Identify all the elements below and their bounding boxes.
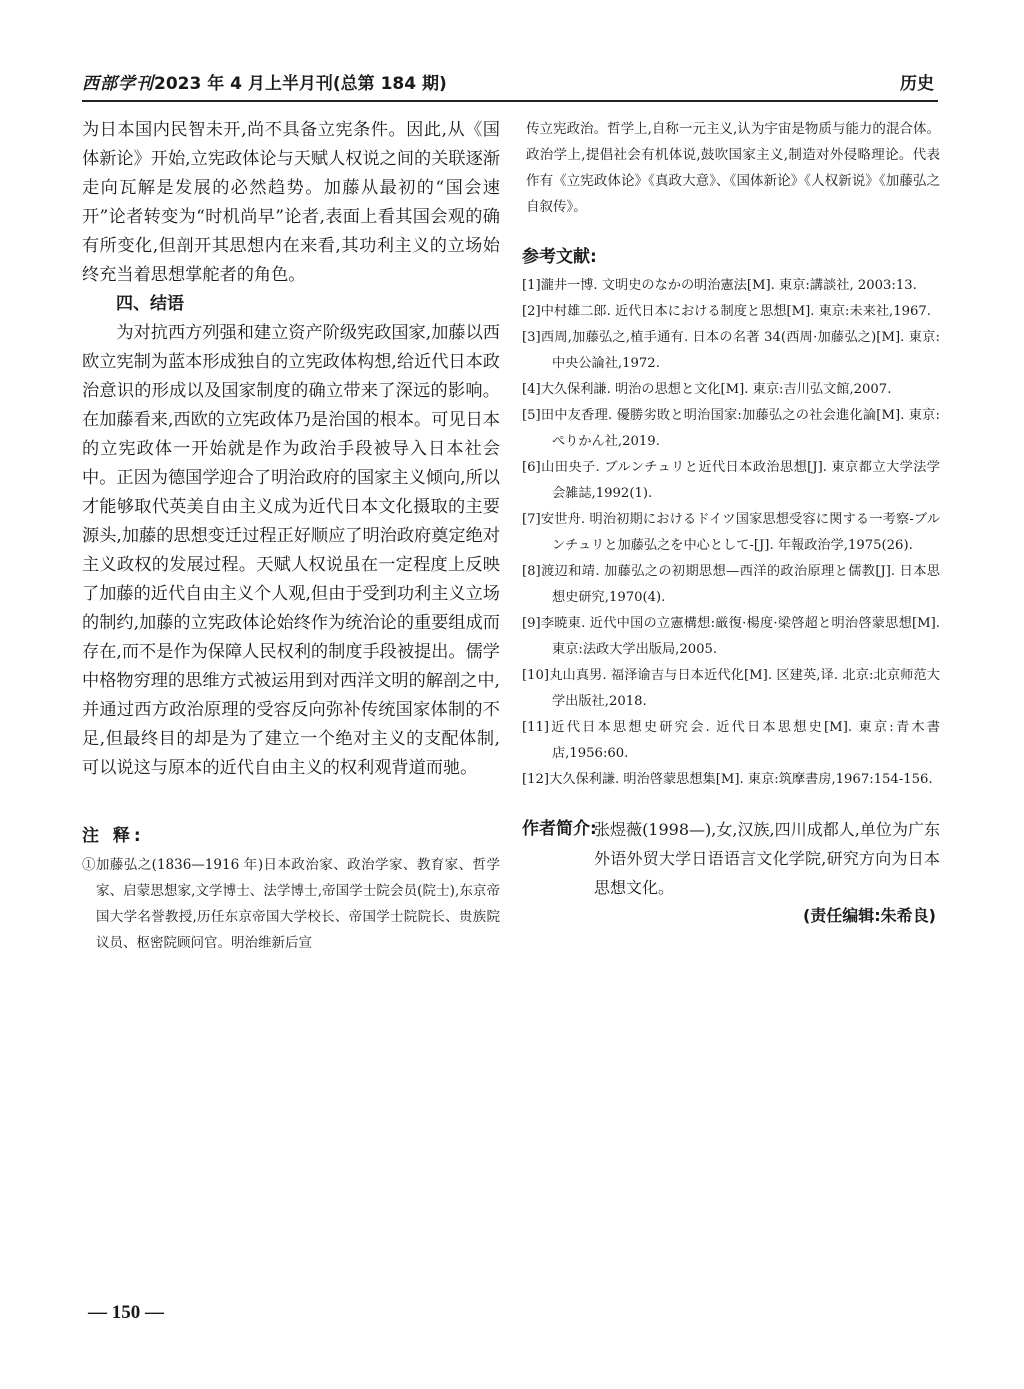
reference-item: [4]大久保利謙. 明治の思想と文化[M]. 東京:吉川弘文館,2007. <box>522 382 892 397</box>
right-column <box>522 116 940 930</box>
reference-item: [8]渡辺和靖. 加藤弘之の初期思想—西洋的政治原理と儒教[J]. 日本思想史研究,1970(4). <box>522 564 940 605</box>
reference-item: [2]中村雄二郎. 近代日本における制度と思想[M]. 東京:未来社,1967. <box>522 304 931 319</box>
reference-item: [3]西周,加藤弘之,植手通有. 日本の名著 34(西周·加藤弘之)[M]. 東京:中央公論社,1972. <box>522 330 940 371</box>
reference-item: [9]李暁東. 近代中国の立憲構想:厳復·楊度·梁啓超と明治啓蒙思想[M]. 東京:法政大学出版局,2005. <box>522 616 940 657</box>
author-bio-text: 张煜薇(1998—),女,汉族,四川成都人,单位为广东外语外贸大学日语语言文化学院,研究方向为日本思想文化。 <box>594 820 940 897</box>
reference-item: [1]瀧井一博. 文明史のなかの明治憲法[M]. 東京:講談社, 2003:13. <box>522 278 917 293</box>
conclusion-paragraph: 为对抗西方列强和建立资产阶级宪政国家,加藤以西欧立宪制为蓝本形成独自的立宪政体构想,给近代日本政治意识的形成以及国家制度的确立带来了深远的影响。在加藤看来,西欧的立宪政体乃是治国的根本。可见日本的立宪政体一开始就是作为政治手段被导入日本社会中。正因为德国学迎合了明治政府的国家主义倾向,所以才能够取代英美自由主义成为近代日本文化摄取的主要源头,加藤的思想变迁过程正好顺应了明治政府奠定绝对主义政权的发展过程。天赋人权说虽在一定程度上反映了加藤的近代自由主义个人观,但由于受到功利主义立场的制约,加藤的立宪政体论始终作为统治论的重要组成而存在,而不是作为保障人民权利的制度手段被提出。儒学中格物穷理的思维方式被运用到对西洋文明的解剖之中,并通过西方政治原理的受容反向弥补传统国家体制的不足,但最终目的却是为了建立一个绝对主义的支配体制,可以说这与原本的近代自由主义的权利观背道而驰。 <box>82 323 500 778</box>
issue-info: 2023 年 4 月上半月刊(总第 184 期) <box>154 74 447 94</box>
author-bio-label: 作者简介: <box>522 819 597 839</box>
page-number: — 150 — <box>88 1302 164 1323</box>
running-header <box>82 72 938 102</box>
reference-item: [6]山田央子. ブルンチュリと近代日本政治思想[J]. 東京都立大学法学会雑誌,1992(1). <box>522 460 940 501</box>
body-text <box>82 116 500 783</box>
references-list <box>522 273 940 793</box>
left-column <box>82 116 500 956</box>
journal-masthead <box>82 72 447 96</box>
section-heading: 四、结语 <box>116 294 184 314</box>
reference-item: [5]田中友香理. 優勝劣敗と明治国家:加藤弘之の社会進化論[M]. 東京:ぺりかん社,2019. <box>522 408 940 449</box>
paragraph-continued: 为日本国内民智未开,尚不具备立宪条件。因此,从《国体新论》开始,立宪政体论与天赋人权说之间的关联逐渐走向瓦解是发展的必然趋势。加藤从最初的“国会速开”论者转变为“时机尚早”论者,表面上看其国会观的确有所变化,但剖开其思想内在来看,其功利主义的立场始终充当着思想掌舵者的角色。 <box>82 120 500 285</box>
reference-item: [7]安世舟. 明治初期におけるドイツ国家思想受容に関する一考察-ブルンチュリと加藤弘之を中心として-[J]. 年報政治学,1975(26). <box>522 512 940 553</box>
responsible-editor: (责任编辑:朱希良) <box>802 906 936 925</box>
notes-title: 注 释: <box>82 826 145 846</box>
author-bio <box>522 815 940 902</box>
reference-item: [11]近代日本思想史研究会. 近代日本思想史[M]. 東京:青木書店,1956:60. <box>522 720 940 761</box>
section-label: 历史 <box>900 74 934 94</box>
reference-item: [12]大久保利謙. 明治啓蒙思想集[M]. 東京:筑摩書房,1967:154-156. <box>522 772 933 787</box>
reference-item: [10]丸山真男. 福泽谕吉与日本近代化[M]. 区建英,译. 北京:北京师范大学出版社,2018. <box>522 668 940 709</box>
note-item: ①加藤弘之(1836—1916 年)日本政治家、政治学家、教育家、哲学家、启蒙思想家,文学博士、法学博士,帝国学士院会员(院士),东京帝国大学名誉教授,历任东京帝国大学校长、帝国学士院院长、贵族院议员、枢密院顾问官。明治维新后宣 <box>82 857 500 951</box>
note-continuation: 传立宪政治。哲学上,自称一元主义,认为宇宙是物质与能力的混合体。政治学上,提倡社会有机体说,鼓吹国家主义,制造对外侵略理论。代表作有《立宪政体论》《真政大意》、《国体新论》《人权新说》《加藤弘之自叙传》。 <box>526 121 940 215</box>
references-title: 参考文献: <box>522 247 597 267</box>
journal-logo: 西部学刊 <box>82 74 154 94</box>
